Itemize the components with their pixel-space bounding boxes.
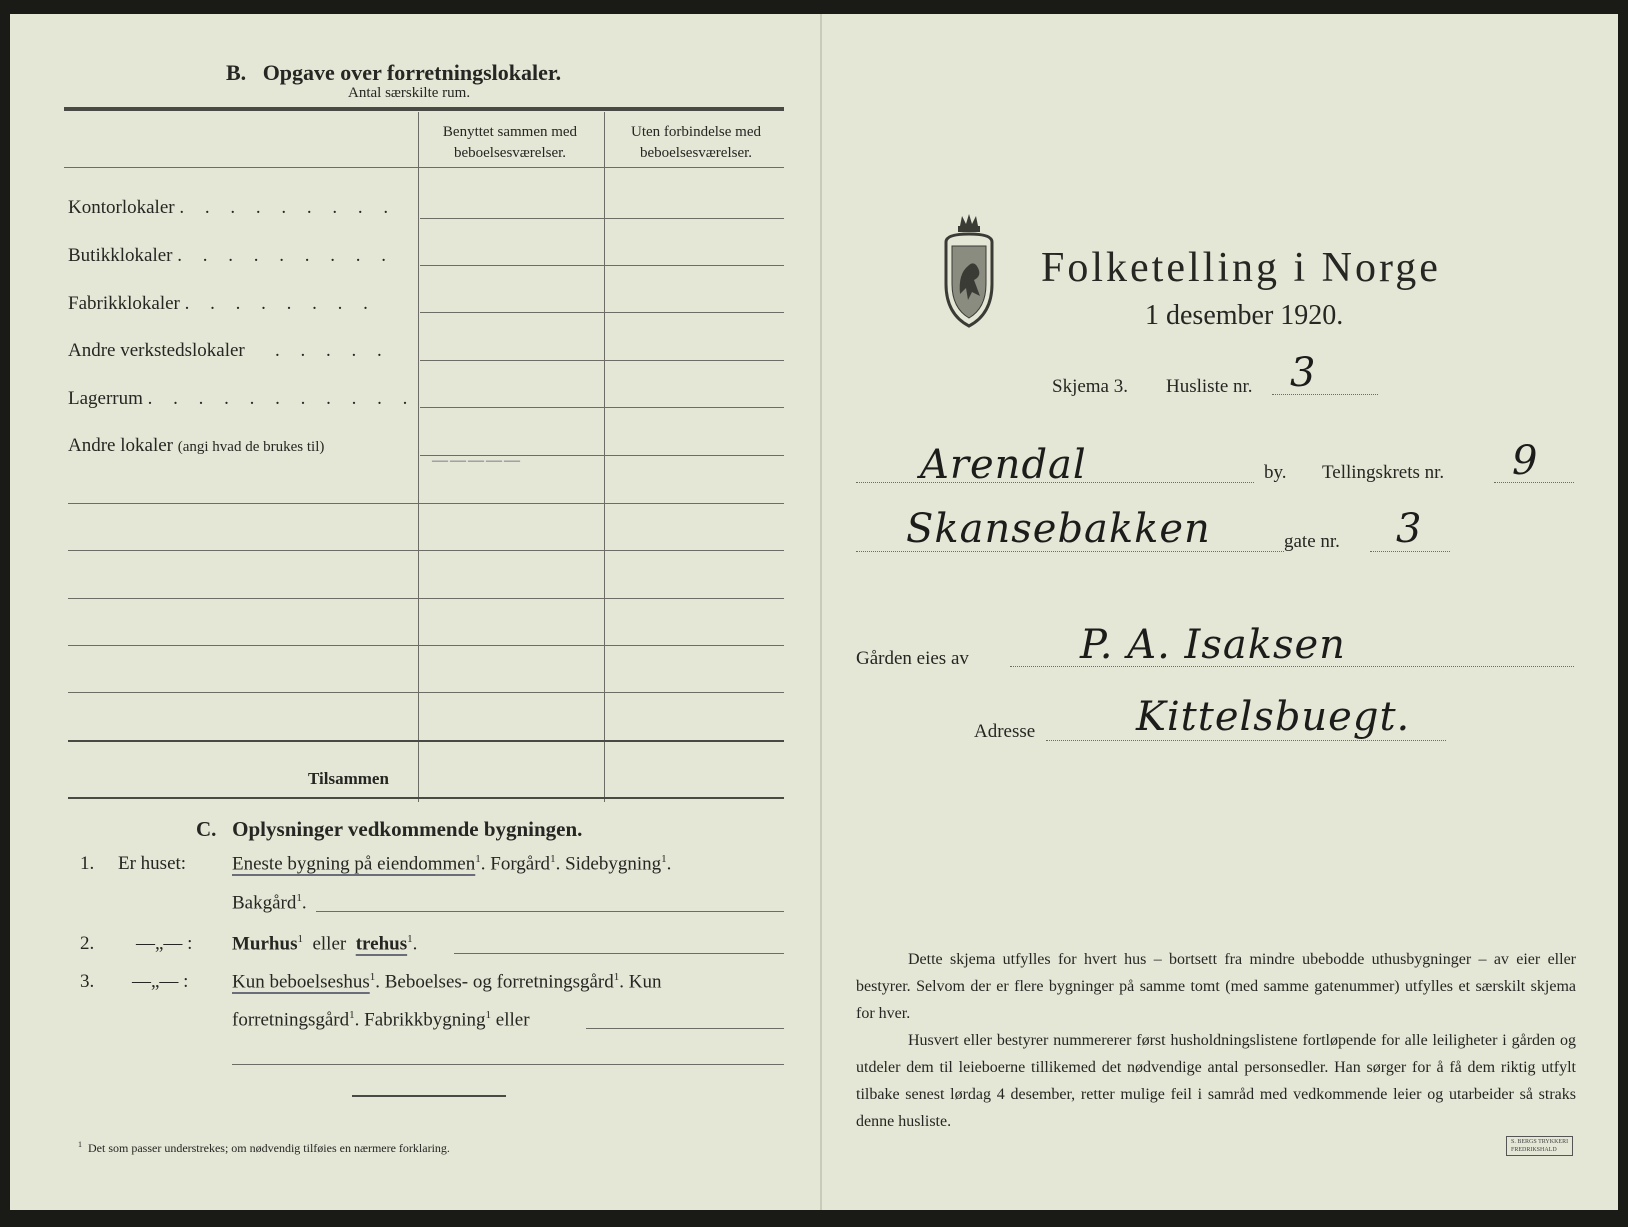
footnote-marker: 1 (613, 971, 620, 983)
footnote-marker: 1 (297, 933, 303, 945)
gate-label: gate nr. (1284, 531, 1340, 552)
row-label: Andre verkstedslokaler (68, 340, 245, 361)
printer-stamp-line: S. BERGS TRYKKERI (1511, 1139, 1569, 1145)
row-rule (420, 265, 784, 266)
row-kontorlokaler (68, 197, 396, 219)
skjema-label: Skjema 3. (1052, 376, 1128, 397)
leader-dots: . . . . . (249, 340, 390, 361)
town-value: Arendal (920, 442, 1087, 488)
footnote-text: Det som passer understrekes; om nødvendig tilføies en nærmere forklaring. (88, 1141, 450, 1155)
gate-line (1370, 551, 1450, 552)
leader-dots: . . . . . . . . . (177, 245, 394, 266)
answer-line (316, 911, 784, 912)
footnote-marker: 1 (349, 1009, 355, 1021)
footnote-marker: 1 (407, 933, 413, 945)
option-forretningsgard: forretningsgård (232, 1009, 350, 1031)
row-rule (420, 407, 784, 408)
owner-value: P. A. Isaksen (1080, 622, 1346, 668)
printer-stamp-line: FREDRIKSHALD (1511, 1147, 1557, 1153)
total-top-rule (68, 740, 784, 742)
street-line (856, 551, 1284, 552)
krets-number: 9 (1512, 438, 1539, 484)
section-c-heading (196, 817, 582, 842)
footnote-marker: 1 (485, 1009, 492, 1021)
question-1-option-bakgard: Bakgård$^1$. (232, 892, 307, 914)
row-rule (420, 312, 784, 313)
gate-number: 3 (1396, 506, 1423, 552)
husliste-line (1272, 394, 1378, 395)
row-rule (68, 692, 784, 693)
address-label: Adresse (974, 721, 1036, 742)
option-murhus: Murhus (232, 933, 298, 955)
town-line (856, 482, 1254, 483)
leader-dots: . . . . . . . . (184, 293, 376, 314)
row-note: (angi hvad de brukes til) (177, 439, 325, 455)
row-rule (68, 550, 784, 551)
husliste-number: 3 (1290, 350, 1317, 396)
row-label: Lagerrum (68, 388, 143, 409)
question-3-options-cont: forretningsgård$^1$. Fabrikkbygning$^1$ eller (232, 1009, 530, 1031)
column-header-line: Uten forbindelse med (631, 124, 761, 140)
column-divider (418, 112, 419, 802)
option-kun-beboelseshus: Kun beboelseshus (232, 971, 370, 993)
total-label: Tilsammen (308, 769, 389, 788)
option-forgard: Forgård (490, 853, 551, 875)
owner-label: Gården eies av (856, 648, 969, 669)
husliste-label: Husliste nr. (1166, 376, 1253, 397)
question-2-number: 2. (80, 933, 95, 954)
row-rule (420, 218, 784, 219)
column-header-with-dwelling (418, 122, 602, 164)
option-eller: eller (495, 1009, 530, 1031)
printer-stamp (1506, 1136, 1573, 1156)
option-sidebygning: Sidebygning (565, 853, 662, 875)
row-rule (420, 360, 784, 361)
address-value: Kittelsbuegt. (1136, 694, 1411, 740)
row-label: Butikklokaler (68, 245, 173, 266)
answer-line (232, 1064, 784, 1065)
answer-line (586, 1028, 784, 1029)
section-b-letter: B. (226, 60, 247, 85)
row-lagerrum (68, 388, 415, 410)
option-trehus: trehus (355, 933, 408, 955)
column-header-line: Benyttet sammen med (442, 124, 578, 140)
town-label: by. (1264, 462, 1287, 483)
page-fold (820, 14, 822, 1210)
address-line (1046, 740, 1446, 741)
question-3-number: 3. (80, 971, 95, 992)
row-rule (68, 503, 784, 504)
option-fabrikkbygning: Fabrikkbygning (364, 1009, 486, 1031)
footnote-number: 1 (78, 1140, 82, 1149)
row-andre-verkstedslokaler (68, 340, 390, 362)
owner-line (1010, 666, 1574, 667)
header-rule (64, 167, 784, 168)
footnote-marker: 1 (661, 853, 667, 865)
question-1-number: 1. (80, 853, 95, 874)
instructions-paragraph-2: Husvert eller bestyrer nummererer først husholdningslistene fortløpende for alle leiligheter i gården og utdeler dem til leieboerne tillikemed det nødvendige antal personsedler. Han sørger for å få dem riktig utfylt tilbake senest lørdag 4 desember, retter mulige feil i samråd med vedkommende leier og utarbeider så straks denne husliste. (856, 1032, 1576, 1130)
row-rule (68, 598, 784, 599)
census-date: 1 desember 1920. (1145, 300, 1344, 331)
footnote-marker: 1 (550, 853, 556, 865)
footnote-marker: 1 (369, 971, 376, 983)
section-b-title: Opgave over forretningslokaler. (262, 60, 562, 85)
column-divider (604, 112, 605, 802)
answer-line (454, 953, 784, 954)
leader-dots: . . . . . . . . . . . (147, 388, 416, 409)
column-header-line: beboelsesværelser. (639, 145, 753, 161)
total-bottom-rule (68, 797, 784, 799)
section-b-subheading: Antal særskilte rum. (348, 85, 471, 101)
street-value: Skansebakken (906, 506, 1211, 552)
question-1-label: Er huset: (118, 853, 187, 874)
footnote-marker: 1 (296, 892, 302, 904)
question-2-options: Murhus$^1$ eller trehus$^1$. (232, 933, 418, 955)
row-label: Fabrikklokaler (68, 293, 180, 314)
leader-dots: . . . . . . . . . (179, 197, 397, 218)
row-rule (68, 645, 784, 646)
option-separator: eller (312, 933, 347, 955)
instructions-paragraph-1: Dette skjema utfylles for hvert hus – bortsett fra mindre ubebodde uthusbygninger – av eier eller bestyrer. Selvom der er flere bygninger på samme tomt (med samme gatenummer) utfylles et særskilt skjema for hver. (856, 951, 1576, 1022)
pencil-dash-entry: ————— (432, 452, 522, 469)
option-eneste-bygning: Eneste bygning på eiendommen (232, 853, 476, 875)
krets-line (1494, 482, 1574, 483)
form-title: Folketelling i Norge (1041, 245, 1441, 291)
table-top-rule (64, 107, 784, 111)
row-andre-lokaler (68, 435, 324, 457)
option-beboelses-og-forretningsgard: Beboelses- og forretningsgård (384, 971, 614, 993)
krets-label: Tellingskrets nr. (1322, 462, 1445, 483)
footnote-marker: 1 (475, 853, 481, 865)
question-1-options: Eneste bygning på eiendommen$^1$. Forgård$^1$. Sidebygning$^1$. (232, 853, 672, 875)
option-bakgard: Bakgård (232, 892, 297, 914)
row-fabrikklokaler (68, 293, 376, 315)
question-2-label: —„— : (136, 933, 193, 954)
row-label: Andre lokaler (68, 435, 173, 456)
section-c-letter: C. (196, 817, 217, 841)
footnote (78, 1140, 450, 1156)
option-kun: Kun (628, 971, 662, 993)
question-3-options: Kun beboelseshus$^1$. Beboelses- og forretningsgård$^1$. Kun (232, 971, 662, 993)
question-3-label: —„— : (132, 971, 189, 992)
column-header-line: beboelsesværelser. (453, 145, 567, 161)
row-label: Kontorlokaler (68, 197, 175, 218)
row-butikklokaler (68, 245, 394, 267)
coat-of-arms-icon (938, 214, 1000, 339)
section-c-title: Oplysninger vedkommende bygningen. (232, 817, 583, 841)
section-b-heading (226, 60, 561, 86)
column-header-without-dwelling (606, 122, 786, 164)
short-divider (352, 1095, 506, 1097)
